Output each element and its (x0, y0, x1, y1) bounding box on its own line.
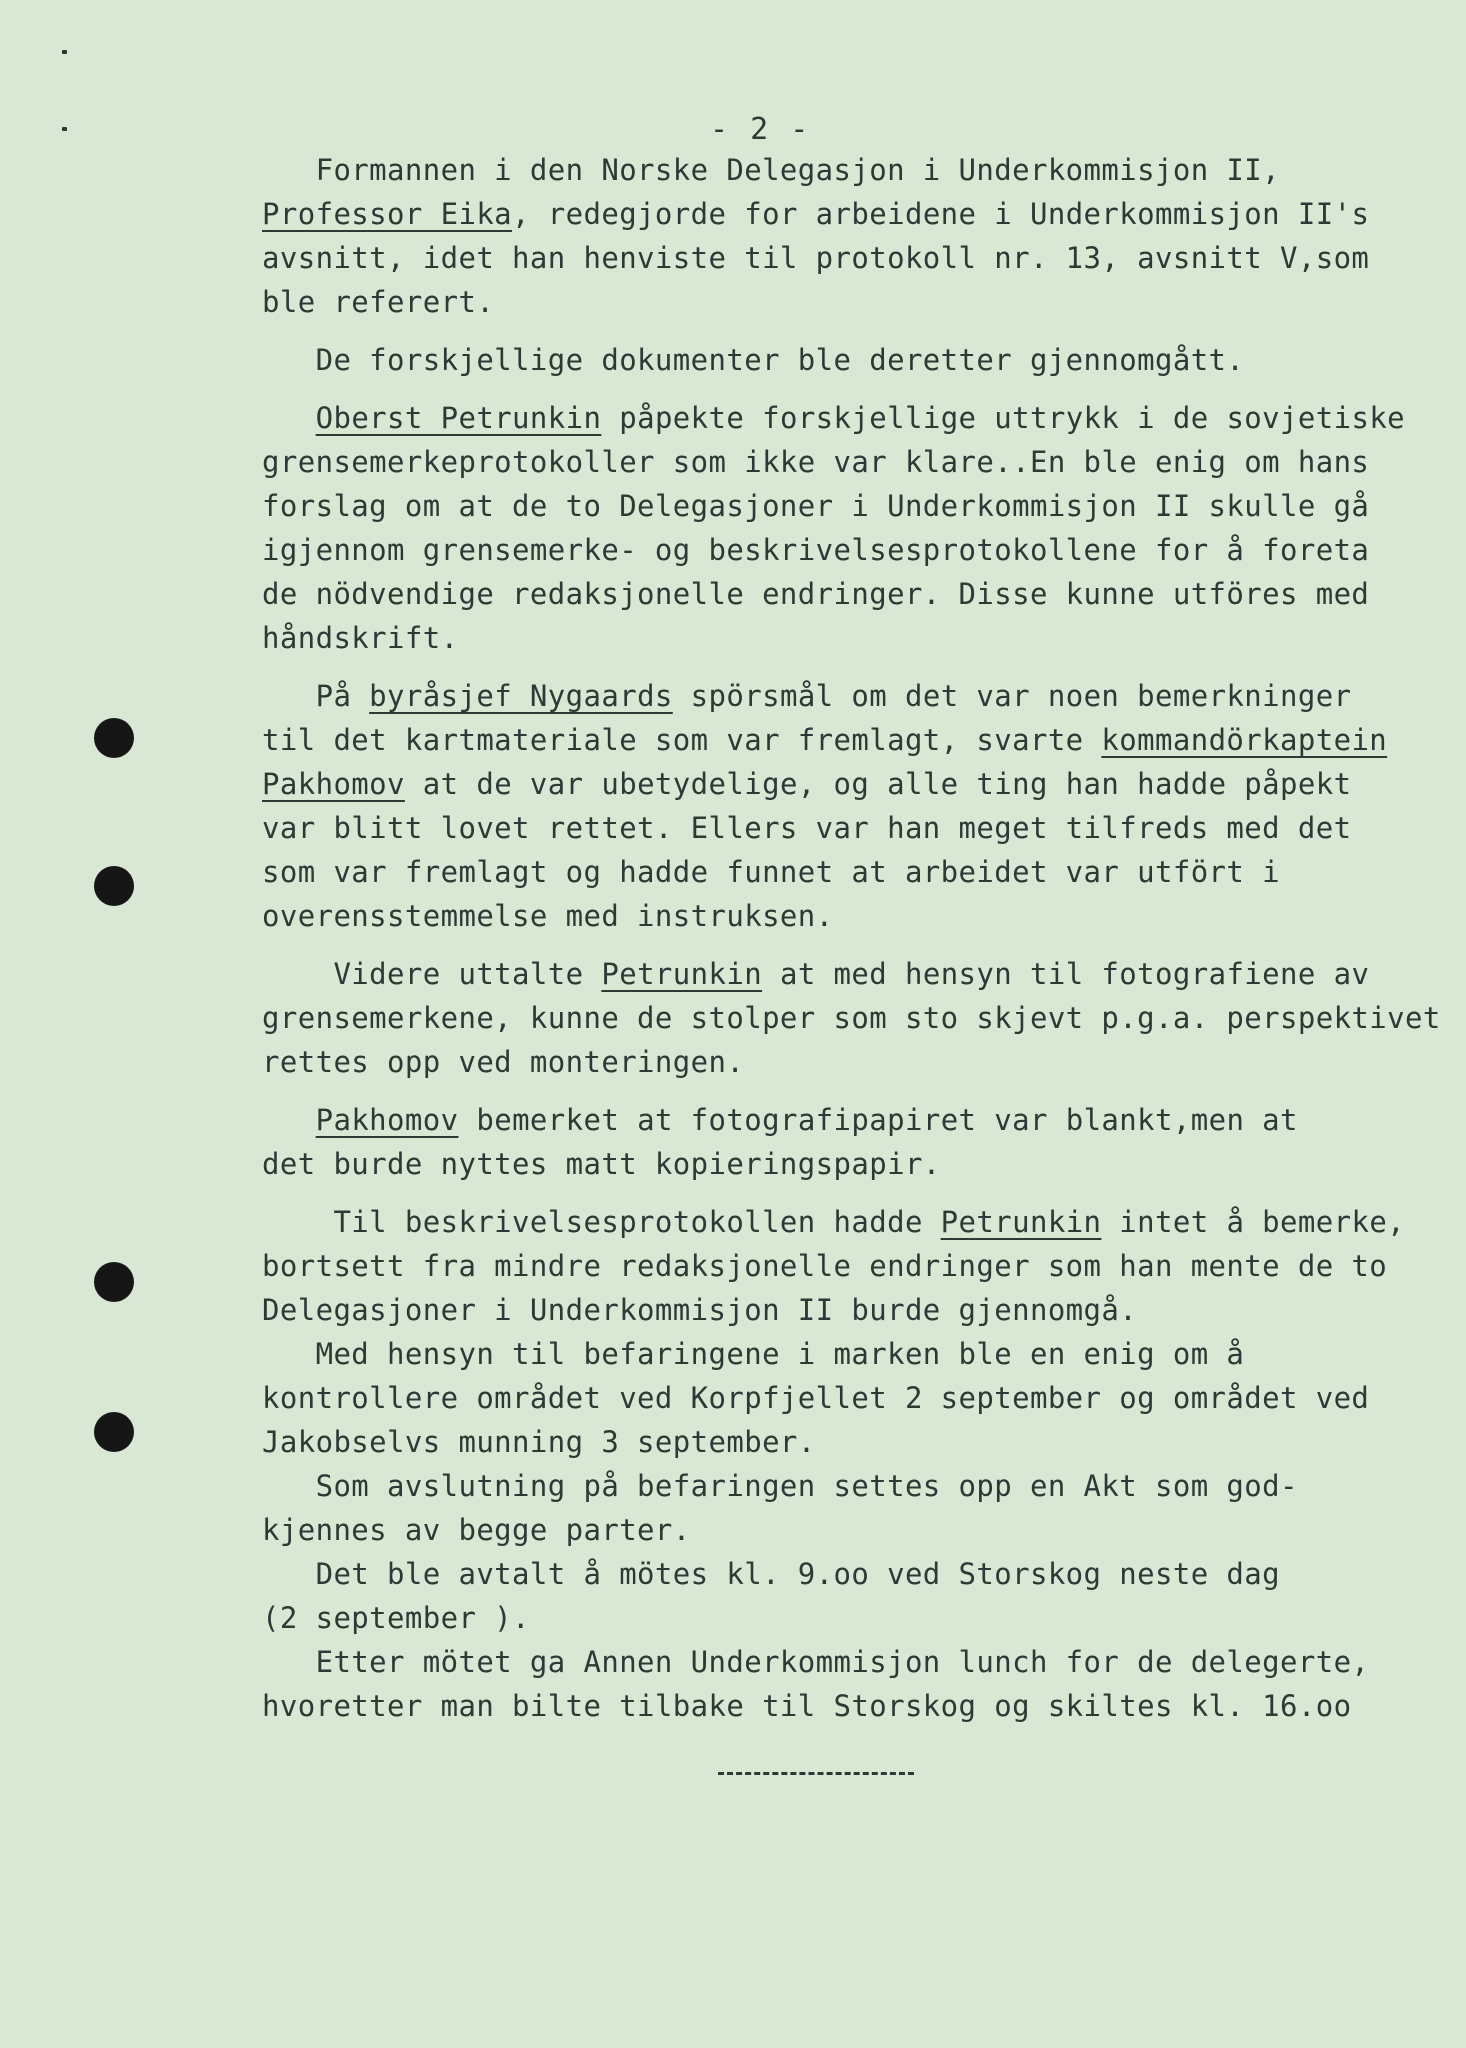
text-segment: overensstemmelse med instruksen. (262, 899, 834, 933)
text-segment: Med hensyn til befaringene i marken ble en enig om å (262, 1337, 1245, 1371)
text-segment: Delegasjoner i Underkommisjon II burde gjennomgå. (262, 1293, 1138, 1327)
text-line (262, 762, 1442, 806)
text-segment: som var fremlagt og hadde funnet at arbeidet var utfört i (262, 855, 1280, 889)
text-line (262, 1684, 1442, 1728)
text-segment: til det kartmateriale som var fremlagt, svarte (262, 723, 1102, 757)
punch-hole (94, 1412, 134, 1452)
text-line (262, 718, 1442, 762)
text-line (262, 1420, 1442, 1464)
text-segment: Formannen i den Norske Delegasjon i Underkommisjon II, (262, 153, 1280, 187)
text-line (262, 952, 1442, 996)
text-line (262, 396, 1442, 440)
text-line (262, 850, 1442, 894)
underlined-name: Professor Eika (262, 197, 513, 231)
text-segment: var blitt lovet rettet. Ellers var han meget tilfreds med det (262, 811, 1352, 845)
margin-mark (62, 50, 67, 54)
text-segment: Videre uttalte (262, 957, 602, 991)
underlined-name: kommandörkaptein (1101, 723, 1388, 757)
text-segment: håndskrift. (262, 621, 459, 655)
text-segment: avsnitt, idet han henviste til protokoll nr. 13, avsnitt V,som (262, 241, 1370, 275)
text-line (262, 616, 1442, 660)
punch-hole (94, 1262, 134, 1302)
text-segment: Etter mötet ga Annen Underkommisjon lunch for de delegerte, (262, 1645, 1370, 1679)
text-segment: det burde nyttes matt kopieringspapir. (262, 1147, 941, 1181)
text-line (262, 996, 1442, 1040)
underlined-name: Pakhomov (262, 767, 405, 801)
text-line (262, 572, 1442, 616)
text-line (262, 1508, 1442, 1552)
text-segment: at med hensyn til fotografiene av (762, 957, 1370, 991)
text-line (262, 1098, 1442, 1142)
text-segment: bemerket at fotografipapiret var blankt,men at (458, 1103, 1298, 1137)
punch-hole (94, 718, 134, 758)
text-segment: forslag om at de to Delegasjoner i Underkommisjon II skulle gå (262, 489, 1370, 523)
text-segment: , redegjorde for arbeidene i Underkommisjon II's (512, 197, 1370, 231)
text-line (262, 338, 1442, 382)
text-segment: intet å bemerke, (1101, 1205, 1406, 1239)
text-segment: De forskjellige dokumenter ble deretter gjennomgått. (262, 343, 1245, 377)
text-line (262, 1200, 1442, 1244)
text-segment: rettes opp ved monteringen. (262, 1045, 745, 1079)
text-line (262, 894, 1442, 938)
text-segment: ble referert. (262, 285, 495, 319)
text-line (262, 1244, 1442, 1288)
text-segment: Som avslutning på befaringen settes opp en Akt som god- (262, 1469, 1298, 1503)
text-line (262, 674, 1442, 718)
text-line (262, 1376, 1442, 1420)
text-line (262, 806, 1442, 850)
text-segment: Det ble avtalt å mötes kl. 9.oo ved Storskog neste dag (262, 1557, 1280, 1591)
text-line (262, 440, 1442, 484)
underlined-name: Oberst Petrunkin (315, 401, 602, 435)
text-segment: igjennom grensemerke- og beskrivelsesprotokollene for å foreta (262, 533, 1370, 567)
text-line (262, 148, 1442, 192)
text-segment (262, 401, 316, 435)
underlined-name: Petrunkin (940, 1205, 1102, 1239)
text-segment (262, 1103, 316, 1137)
punch-hole (94, 866, 134, 906)
text-segment: bortsett fra mindre redaksjonelle endringer som han mente de to (262, 1249, 1388, 1283)
text-segment: de nödvendige redaksjonelle endringer. Disse kunne utföres med (262, 577, 1370, 611)
text-segment: grensemerkeprotokoller som ikke var klare..En ble enig om hans (262, 445, 1370, 479)
text-line (262, 1552, 1442, 1596)
text-line (262, 1464, 1442, 1508)
text-line (262, 1332, 1442, 1376)
text-segment: kjennes av begge parter. (262, 1513, 691, 1547)
underlined-name: Petrunkin (601, 957, 763, 991)
text-line (262, 1640, 1442, 1684)
text-line (262, 1596, 1442, 1640)
text-line (262, 1040, 1442, 1084)
underlined-name: byråsjef Nygaards (369, 679, 673, 713)
underlined-name: Pakhomov (315, 1103, 459, 1137)
text-line (262, 1288, 1442, 1332)
text-segment: påpekte forskjellige uttrykk i de sovjetiske (601, 401, 1406, 435)
page-number: - 2 - (710, 112, 811, 147)
document-body (262, 148, 1442, 1728)
closing-rule (718, 1772, 914, 1775)
text-line (262, 528, 1442, 572)
text-line (262, 1142, 1442, 1186)
text-line (262, 236, 1442, 280)
text-segment: Jakobselvs munning 3 september. (262, 1425, 816, 1459)
text-segment: at de var ubetydelige, og alle ting han hadde påpekt (404, 767, 1352, 801)
text-segment: (2 september ). (262, 1601, 530, 1635)
text-segment: På (262, 679, 370, 713)
text-segment: Til beskrivelsesprotokollen hadde (262, 1205, 941, 1239)
text-segment: grensemerkene, kunne de stolper som sto skjevt p.g.a. perspektivet (262, 1001, 1441, 1035)
text-segment: spörsmål om det var noen bemerkninger (672, 679, 1352, 713)
margin-mark (62, 127, 67, 131)
text-segment: hvoretter man bilte tilbake til Storskog og skiltes kl. 16.oo (262, 1689, 1352, 1723)
text-line (262, 484, 1442, 528)
text-line (262, 192, 1442, 236)
text-line (262, 280, 1442, 324)
text-segment: kontrollere området ved Korpfjellet 2 september og området ved (262, 1381, 1370, 1415)
